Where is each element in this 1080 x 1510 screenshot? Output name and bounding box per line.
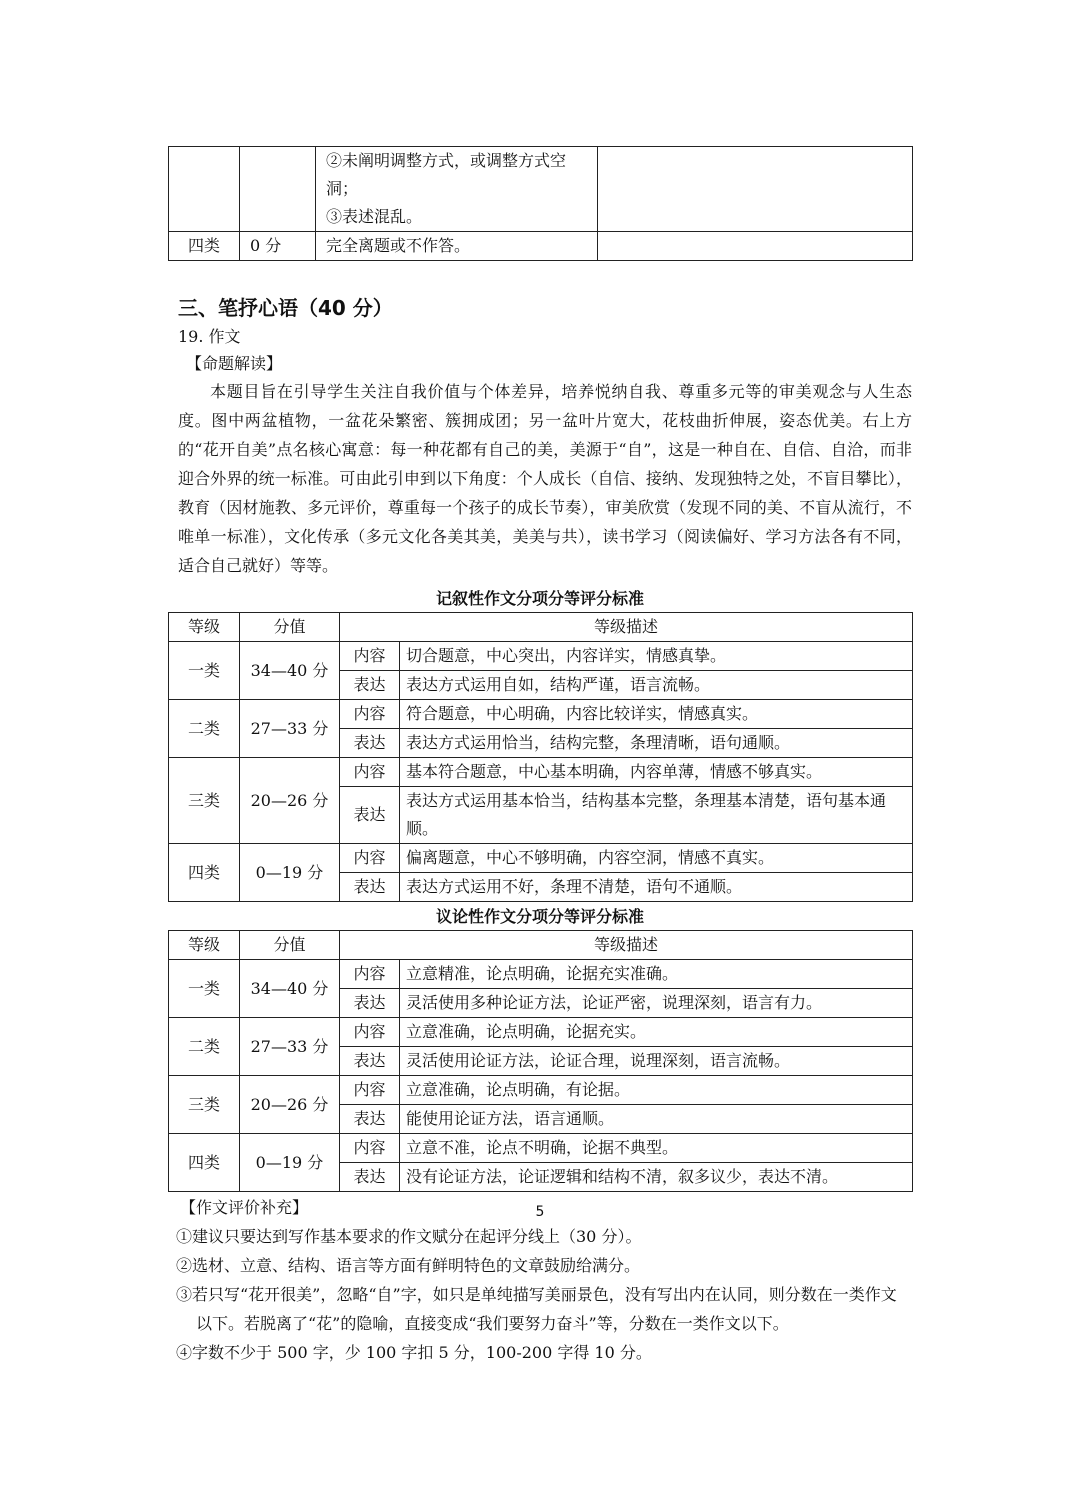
question-label: 19. 作文 [178, 327, 241, 346]
expression-label: 表达 [340, 989, 400, 1018]
table-header-row [169, 931, 913, 960]
supplement-title: 【作文评价补充】 [180, 1198, 309, 1217]
table-row [169, 1076, 913, 1105]
section-heading: 三、笔抒心语（40 分） [178, 296, 393, 320]
content-description: 基本符合题意，中心基本明确，内容单薄，情感不够真实。 [400, 758, 913, 787]
score-cell: 0 分 [240, 232, 316, 261]
content-label: 内容 [340, 1018, 400, 1047]
document-page [168, 146, 912, 1367]
expression-description: 灵活使用多种论证方法，论证严密，说理深刻，语言有力。 [400, 989, 913, 1018]
argument-rubric-table [168, 930, 913, 1192]
score-cell: 20—26 分 [240, 1076, 340, 1134]
header-level: 等级 [169, 613, 240, 642]
level-cell: 四类 [169, 1134, 240, 1192]
table-row [169, 960, 913, 989]
description-line: 完全离题或不作答。 [326, 236, 471, 255]
supplement-item: ①建议只要达到写作基本要求的作文赋分在起评分线上（30 分）。 [176, 1227, 642, 1246]
expression-label: 表达 [340, 1047, 400, 1076]
content-description: 切合题意，中心突出，内容详实，情感真挚。 [400, 642, 913, 671]
level-cell: 四类 [169, 844, 240, 902]
content-description: 符合题意，中心明确，内容比较详实，情感真实。 [400, 700, 913, 729]
supplement-item: ④字数不少于 500 字，少 100 字扣 5 分，100-200 字得 10 分。 [176, 1343, 652, 1362]
expression-label: 表达 [340, 1163, 400, 1192]
score-cell: 0—19 分 [240, 844, 340, 902]
score-cell: 27—33 分 [240, 700, 340, 758]
expression-label: 表达 [340, 787, 400, 844]
table-header-row [169, 613, 913, 642]
level-cell: 二类 [169, 1018, 240, 1076]
table-row [169, 1134, 913, 1163]
expression-description: 表达方式运用自如，结构严谨，语言流畅。 [400, 671, 913, 700]
score-cell: 27—33 分 [240, 1018, 340, 1076]
level-cell: 一类 [169, 960, 240, 1018]
content-label: 内容 [340, 700, 400, 729]
extra-cell [598, 147, 913, 232]
description-line: ③表述混乱。 [326, 207, 423, 226]
description-line: ②未阐明调整方式，或调整方式空洞； [326, 151, 567, 198]
level-cell: 三类 [169, 1076, 240, 1134]
table-row [169, 844, 913, 873]
description-cell [316, 232, 598, 261]
narrative-rubric-table [168, 612, 913, 902]
score-cell: 34—40 分 [240, 642, 340, 700]
expression-label: 表达 [340, 1105, 400, 1134]
content-label: 内容 [340, 960, 400, 989]
content-label: 内容 [340, 1076, 400, 1105]
level-cell: 一类 [169, 642, 240, 700]
header-level: 等级 [169, 931, 240, 960]
expression-label: 表达 [340, 671, 400, 700]
content-label: 内容 [340, 642, 400, 671]
header-description: 等级描述 [340, 613, 913, 642]
content-label: 内容 [340, 844, 400, 873]
header-score: 分值 [240, 613, 340, 642]
page-number: 5 [535, 1204, 545, 1220]
expression-description: 表达方式运用基本恰当，结构基本完整，条理基本清楚，语句基本通顺。 [400, 787, 913, 844]
level-cell: 四类 [169, 232, 240, 261]
score-cell [240, 147, 316, 232]
content-description: 立意不准，论点不明确，论据不典型。 [400, 1134, 913, 1163]
table-row [169, 1018, 913, 1047]
expression-label: 表达 [340, 729, 400, 758]
interpretation-label: 【命题解读】 [186, 354, 283, 373]
header-description: 等级描述 [340, 931, 913, 960]
content-description: 立意准确，论点明确，有论据。 [400, 1076, 913, 1105]
table-row [169, 758, 913, 787]
narrative-table-caption: 记叙性作文分项分等评分标准 [435, 589, 644, 608]
expression-label: 表达 [340, 873, 400, 902]
table-row [169, 232, 913, 261]
content-label: 内容 [340, 758, 400, 787]
interpretation-text: 本题目旨在引导学生关注自我价值与个体差异，培养悦纳自我、尊重多元等的审美观念与人生态度。图中两盆植物，一盆花朵繁密、簇拥成团；另一盆叶片宽大，花枝曲折伸展，姿态优美。右上方的“花开自美”点名核心寓意：每一种花都有自己的美，美源于“自”，这是一种自在、自信、自洽，而非迎合外界的统一标准。可由此引申到以下角度：个人成长（自信、接纳、发现独特之处，不盲目攀比），教育（因材施教、多元评价，尊重每一个孩子的成长节奏），审美欣赏（发现不同的美、不盲从流行，不唯单一标准），文化传承（多元文化各美其美，美美与共），读书学习（阅读偏好、学习方法各有不同，适合自己就好）等等。 [178, 382, 912, 575]
extra-cell [598, 232, 913, 261]
level-cell: 二类 [169, 700, 240, 758]
table-row [169, 642, 913, 671]
expression-description: 表达方式运用不好，条理不清楚，语句不通顺。 [400, 873, 913, 902]
expression-description: 表达方式运用恰当，结构完整，条理清晰，语句通顺。 [400, 729, 913, 758]
score-cell: 34—40 分 [240, 960, 340, 1018]
table-row [169, 700, 913, 729]
score-cell: 0—19 分 [240, 1134, 340, 1192]
description-cell [316, 147, 598, 232]
level-cell: 三类 [169, 758, 240, 844]
table-row [169, 147, 913, 232]
supplement-item: ②选材、立意、结构、语言等方面有鲜明特色的文章鼓励给满分。 [176, 1256, 641, 1275]
content-description: 偏离题意，中心不够明确，内容空洞，情感不真实。 [400, 844, 913, 873]
score-cell: 20—26 分 [240, 758, 340, 844]
supplement-item: ③若只写“花开很美”，忽略“自”字，如只是单纯描写美丽景色，没有写出内在认同，则分数在一类作文以下。若脱离了“花”的隐喻，直接变成“我们要努力奋斗”等，分数在一类作文以下。 [176, 1285, 897, 1333]
expression-description: 能使用论证方法，语言通顺。 [400, 1105, 913, 1134]
expression-description: 没有论证方法，论证逻辑和结构不清，叙多议少，表达不清。 [400, 1163, 913, 1192]
argument-table-caption: 议论性作文分项分等评分标准 [435, 907, 644, 926]
level-cell [169, 147, 240, 232]
content-description: 立意准确，论点明确，论据充实。 [400, 1018, 913, 1047]
content-label: 内容 [340, 1134, 400, 1163]
top-rubric-table [168, 146, 913, 261]
expression-description: 灵活使用论证方法，论证合理，说理深刻，语言流畅。 [400, 1047, 913, 1076]
header-score: 分值 [240, 931, 340, 960]
content-description: 立意精准，论点明确，论据充实准确。 [400, 960, 913, 989]
